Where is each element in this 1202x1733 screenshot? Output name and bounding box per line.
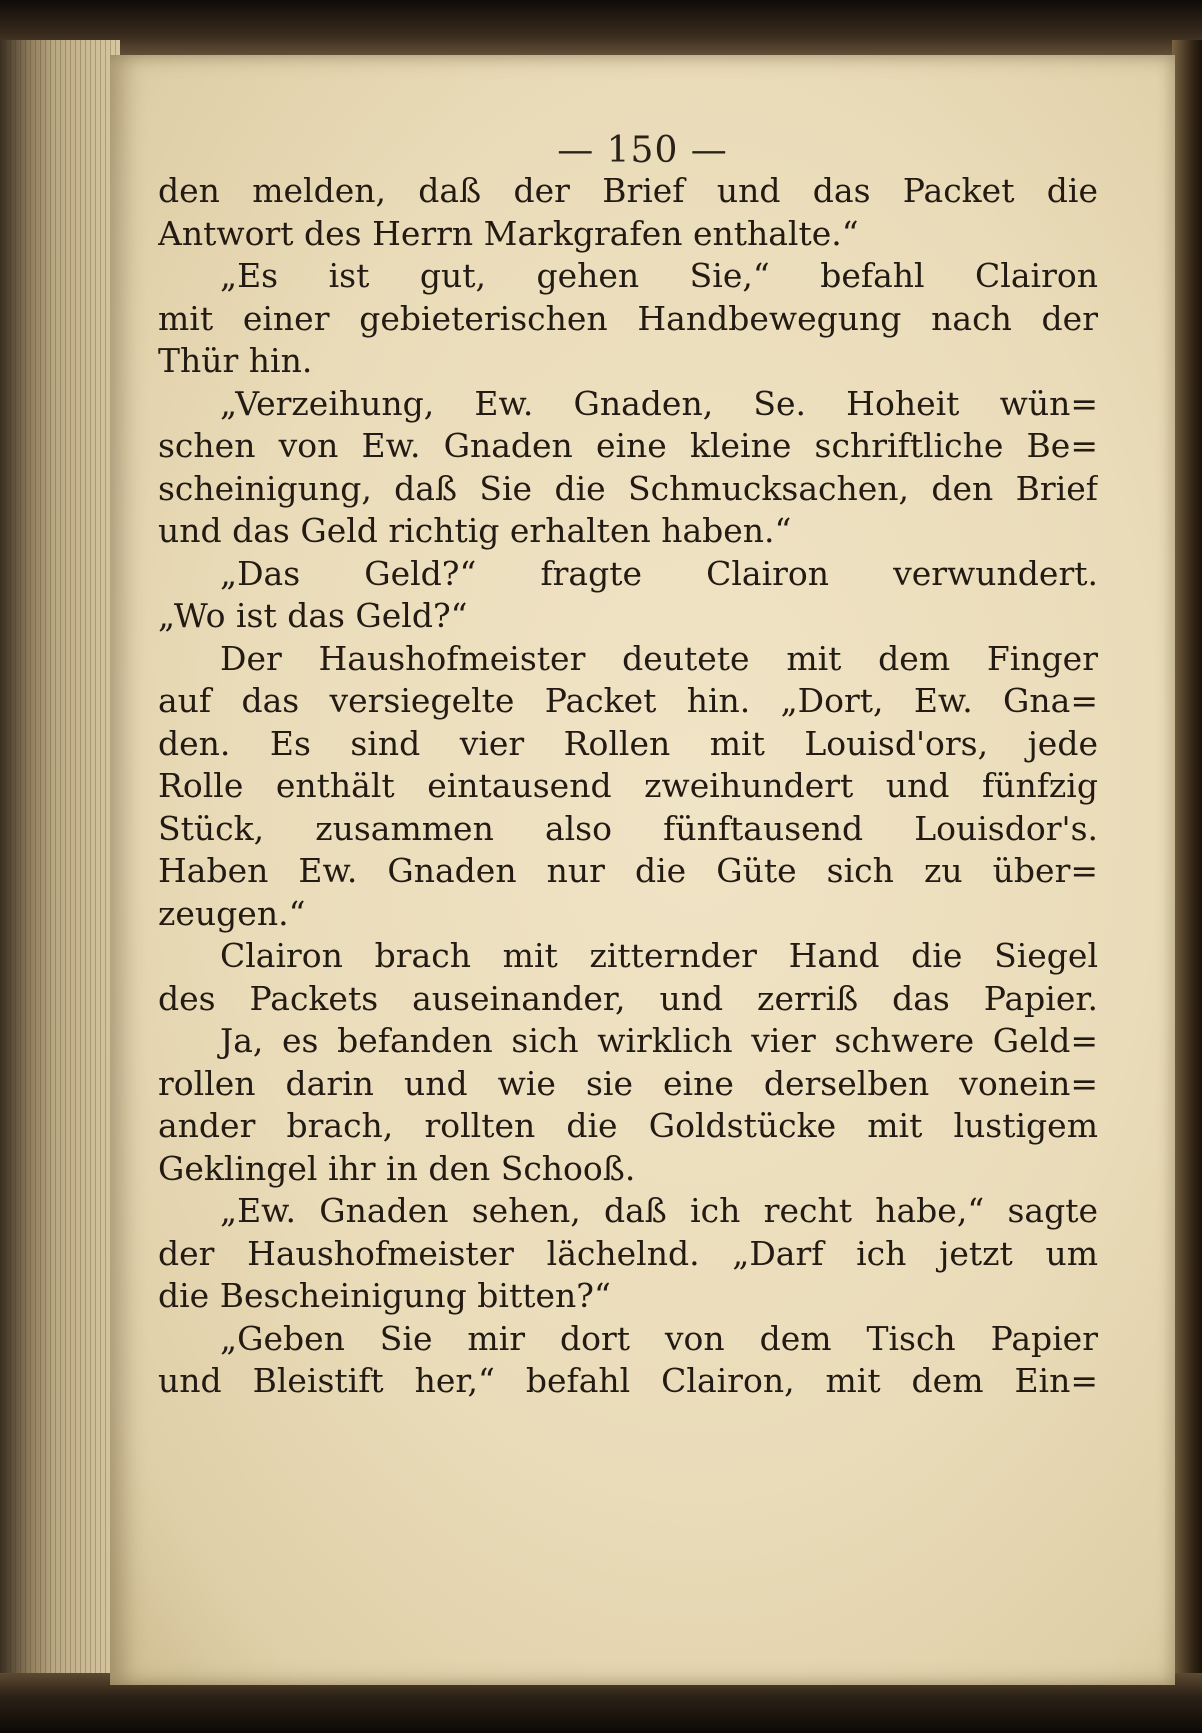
text-line: die Bescheinigung bitten?“ <box>158 1276 611 1315</box>
text-line: „Ew. Gnaden sehen, daß ich recht habe,“ sagte <box>220 1191 1098 1230</box>
text-line: auf das versiegelte Packet hin. „Dort, Ew. Gna= <box>158 681 1098 720</box>
text-line: Geklingel ihr in den Schooß. <box>158 1148 636 1188</box>
page-text <box>158 170 1098 1403</box>
text-line: „Das Geld?“ fragte Clairon verwundert. <box>220 553 1098 593</box>
text-line: Thür hin. <box>158 341 313 380</box>
text-line: den melden, daß der Brief und das Packet die <box>158 171 1098 210</box>
book-cover-right <box>1172 40 1202 1733</box>
text-line: den. Es sind vier Rollen mit Louisd'ors, jede <box>158 723 1098 763</box>
text-line: zeugen.“ <box>158 893 306 933</box>
book-cover-top <box>0 0 1202 60</box>
text-line: Der Haushofmeister deutete mit dem Finger <box>220 638 1098 678</box>
text-line: Haben Ew. Gnaden nur die Güte sich zu über= <box>158 851 1098 890</box>
text-line: rollen darin und wie sie eine derselben vonein= <box>158 1063 1098 1103</box>
text-line: mit einer gebieterischen Handbewegung nach der <box>158 298 1098 338</box>
text-line: des Packets auseinander, und zerriß das Papier. <box>158 978 1098 1018</box>
text-line: Stück, zusammen also fünftausend Louisdor's. <box>158 808 1098 848</box>
text-line: und Bleistift her,“ befahl Clairon, mit dem Ein= <box>158 1361 1098 1400</box>
text-line: und das Geld richtig erhalten haben.“ <box>158 511 792 550</box>
page-number: — 150 — <box>557 130 728 171</box>
text-line: Clairon brach mit zitternder Hand die Siegel <box>220 936 1098 975</box>
text-line: schen von Ew. Gnaden eine kleine schriftliche Be= <box>158 426 1098 465</box>
page-stack-edge <box>0 40 120 1700</box>
text-line: Antwort des Herrn Markgrafen enthalte.“ <box>158 213 859 253</box>
text-line: scheinigung, daß Sie die Schmucksachen, den Brief <box>158 468 1098 508</box>
text-line: ander brach, rollten die Goldstücke mit lustigem <box>158 1106 1098 1145</box>
text-line: der Haushofmeister lächelnd. „Darf ich jetzt um <box>158 1233 1098 1273</box>
text-line: „Verzeihung, Ew. Gnaden, Se. Hoheit wün= <box>220 383 1098 423</box>
text-line: „Wo ist das Geld?“ <box>158 596 468 635</box>
text-line: Rolle enthält eintausend zweihundert und fünfzig <box>158 766 1098 805</box>
text-line: „Es ist gut, gehen Sie,“ befahl Clairon <box>220 256 1098 295</box>
text-line: Ja, es befanden sich wirklich vier schwere Geld= <box>220 1021 1098 1060</box>
text-line: „Geben Sie mir dort von dem Tisch Papier <box>220 1318 1098 1358</box>
